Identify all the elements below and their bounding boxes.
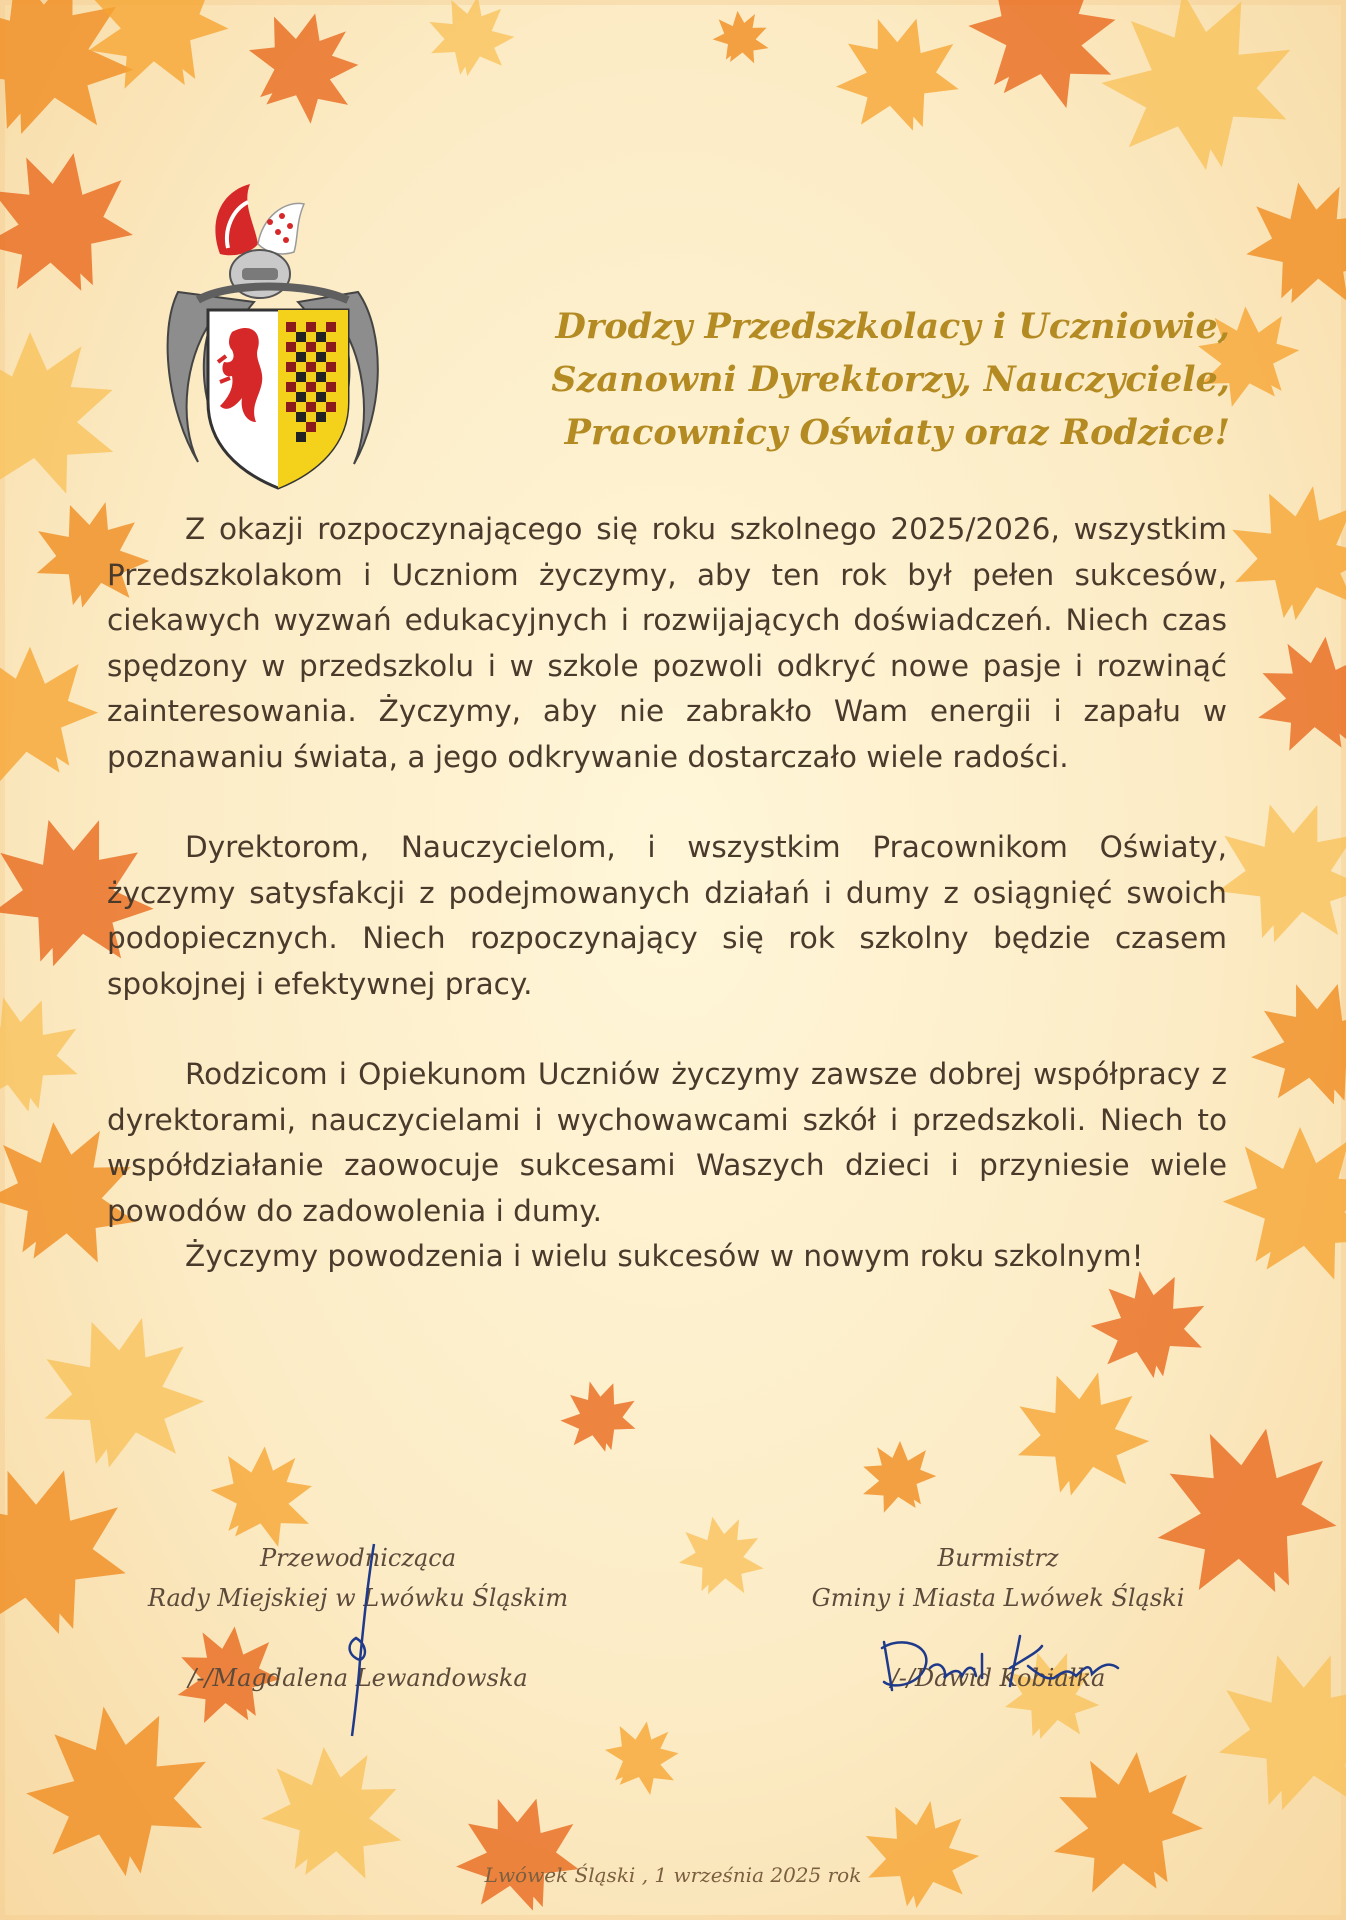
signature-title: Przewodnicząca bbox=[259, 1544, 457, 1572]
maple-leaf-icon bbox=[1233, 613, 1346, 777]
coat-of-arms-icon bbox=[158, 182, 398, 502]
maple-leaf-icon bbox=[0, 617, 123, 810]
maple-leaf-icon bbox=[590, 1705, 695, 1810]
maple-leaf-icon bbox=[0, 297, 152, 529]
maple-leaf-icon bbox=[24, 1297, 221, 1487]
handwritten-signature-right bbox=[870, 1628, 1150, 1698]
maple-leaf-icon bbox=[1023, 1722, 1228, 1920]
signature-name: /-/Magdalena Lewandowska bbox=[188, 1664, 528, 1692]
maple-leaf-icon bbox=[855, 1791, 987, 1917]
crest-feathers bbox=[215, 184, 304, 255]
paragraph-teachers: Dyrektorom, Nauczycielom, i wszystkim Pracownikom Oświaty, życzymy satysfakcji z podejmowanych działań i dumy z osiągnięć swoich podopiecznych. Niech rozpoczynający się rok szkolny będzie czasem spokojnej i efektywnej pracy. bbox=[107, 830, 1227, 1001]
maple-leaf-icon bbox=[0, 981, 94, 1126]
maple-leaf-icon bbox=[940, 0, 1150, 138]
signature-institution: Gminy i Miasta Lwówek Śląski bbox=[811, 1584, 1185, 1612]
maple-leaf-icon bbox=[1088, 0, 1308, 185]
maple-leaf-icon bbox=[1001, 1355, 1163, 1511]
paragraph-students: Z okazji rozpoczynającego się roku szkolnego 2025/2026, wszystkim Przedszkolakom i Uczniom życzymy, aby ten rok był pełen sukcesów, ciekawych wyzwań edukacyjnych i rozwijających doświadczeń. Niech czas spędzony w przedszkolu i w szkole pozwoli odkryć nowe pasje i rozwinąć zainteresowania. Życzymy, aby nie zabrakło Wam energii i zapału w poznawaniu świata, a jego odkrywanie dostarczało wiele radości. bbox=[107, 512, 1227, 774]
signature-name: /-/Dawid Kobiałka bbox=[890, 1664, 1106, 1692]
maple-leaf-icon bbox=[1225, 158, 1346, 329]
greeting-line-1: Drodzy Przedszkolacy i Uczniowie, bbox=[555, 306, 1230, 347]
maple-leaf-icon bbox=[846, 1425, 950, 1528]
maple-leaf-icon bbox=[14, 1691, 223, 1891]
place-and-date: Lwówek Śląski , 1 września 2025 rok bbox=[484, 1863, 862, 1887]
greeting-heading bbox=[440, 300, 1230, 459]
maple-leaf-icon bbox=[1219, 474, 1346, 632]
greeting-line-2: Szanowni Dyrektorzy, Nauczyciele, bbox=[551, 359, 1230, 400]
maple-leaf-icon bbox=[0, 125, 157, 320]
maple-leaf-icon bbox=[819, 0, 976, 150]
signature-title: Burmistrz bbox=[937, 1544, 1059, 1572]
paragraph-closing: Życzymy powodzenia i wielu sukcesów w nowym roku szkolnym! bbox=[185, 1239, 1144, 1273]
maple-leaf-icon bbox=[666, 1501, 779, 1611]
maple-leaf-icon bbox=[553, 1371, 646, 1460]
maple-leaf-icon bbox=[439, 1778, 596, 1920]
paragraph-parents: Rodzicom i Opiekunom Uczniów życzymy zawsze dobrej współpracy z dyrektorami, nauczycielami i wychowawcami szkół i przedszkoli. Niech to współdziałanie zaowocuje sukcesami Waszych dzieci i przyniesie wiele powodów do zadowolenia i dumy. bbox=[107, 1057, 1227, 1228]
maple-leaf-icon bbox=[421, 0, 520, 83]
handwritten-signature-left bbox=[338, 1540, 388, 1740]
maple-leaf-icon bbox=[703, 0, 780, 75]
maple-leaf-icon bbox=[226, 0, 383, 145]
signature-institution: Rady Miejskiej w Lwówku Śląskim bbox=[147, 1584, 569, 1612]
maple-leaf-icon bbox=[1083, 1261, 1215, 1387]
greeting-line-3: Pracownicy Oświaty oraz Rodzice! bbox=[564, 412, 1230, 453]
maple-leaf-icon bbox=[1233, 961, 1346, 1125]
letter-body bbox=[107, 507, 1227, 1280]
